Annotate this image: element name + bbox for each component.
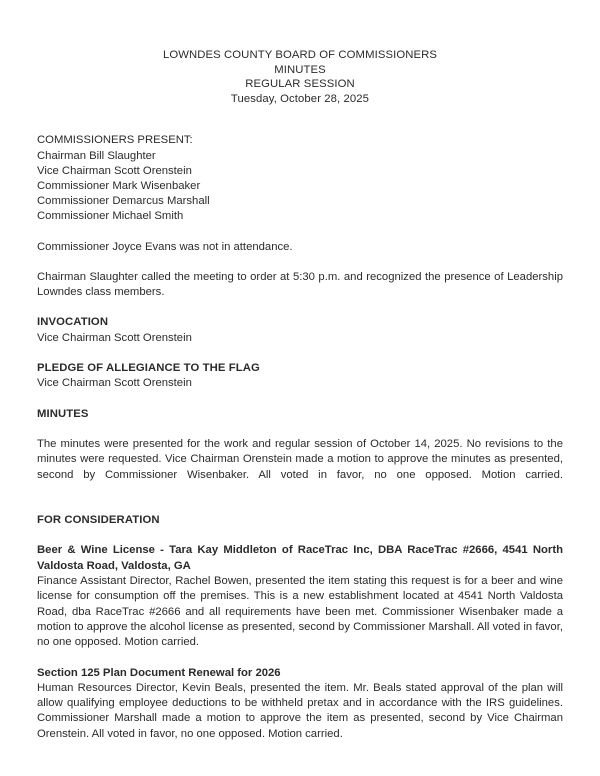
spacer: [37, 422, 563, 437]
meeting-date: Tuesday, October 28, 2025: [230, 92, 370, 105]
spacer: [37, 651, 563, 666]
agenda-item-title: Beer & Wine License - Tara Kay Middleton of RaceTrac Inc, DBA RaceTrac #2666, 4541 North Valdosta Road, Valdosta, GA: [37, 544, 563, 572]
invocation-heading: INVOCATION: [37, 316, 109, 329]
commissioner-name: Chairman Bill Slaughter: [37, 149, 156, 162]
call-to-order-paragraph: Chairman Slaughter called the meeting to order at 5:30 p.m. and recognized the presence of Leadership Lowndes class members.: [37, 270, 563, 299]
spacer: [37, 528, 563, 543]
document-title-line-3: REGULAR SESSION: [245, 78, 355, 91]
commissioners-present-label: COMMISSIONERS PRESENT:: [37, 134, 193, 147]
minutes-heading: MINUTES: [37, 407, 89, 420]
document-header: [37, 48, 563, 106]
invocation-presenter: Vice Chairman Scott Orenstein: [37, 331, 192, 344]
for-consideration-heading: FOR CONSIDERATION: [37, 514, 160, 527]
spacer: [37, 498, 563, 513]
spacer: [37, 392, 563, 407]
commissioner-name: Vice Chairman Scott Orenstein: [37, 164, 192, 177]
spacer: [37, 106, 563, 133]
commissioner-name: Commissioner Mark Wisenbaker: [37, 179, 201, 192]
agenda-item-body: Human Resources Director, Kevin Beals, presented the item. Mr. Beals stated approval of the plan will allow qualifying employee deductions to be withheld pretax and in accordance with the IRS guidelines. Commissioner Marshall made a motion to approve the item as presented, second by Vice Chairman Orenstein. All voted in favor, no one opposed. Motion carried.: [37, 681, 563, 740]
agenda-item-title: Section 125 Plan Document Renewal for 2026: [37, 666, 281, 679]
commissioners-present-block: [37, 133, 563, 224]
spacer: [37, 255, 563, 270]
minutes-paragraph: The minutes were presented for the work and regular session of October 14, 2025. No revisions to the minutes were requested. Vice Chairman Orenstein made a motion to approve the minutes as presented, second by Commissioner Wisenbaker. All voted in favor, no one opposed. Motion carried.: [37, 437, 563, 481]
agenda-item-body: Finance Assistant Director, Rachel Bowen, presented the item stating this request is for a beer and wine license for consumption off the premises. This is a new establishment located at 4541 North Valdosta Road, dba RaceTrac #2666 and all requirements have been met. Commissioner Wisenbaker made a motion to approve the alcohol license as presented, second by Commissioner Marshall. All voted in favor, no one opposed. Motion carried.: [37, 575, 563, 649]
spacer: [37, 225, 563, 240]
document-title-line-1: LOWNDES COUNTY BOARD OF COMMISSIONERS: [162, 49, 437, 61]
document-title-line-2: MINUTES: [274, 63, 326, 76]
pledge-presenter: Vice Chairman Scott Orenstein: [37, 377, 192, 390]
spacer: [37, 346, 563, 361]
absent-note: Commissioner Joyce Evans was not in attendance.: [37, 240, 293, 253]
spacer: [37, 300, 563, 315]
pledge-heading: PLEDGE OF ALLEGIANCE TO THE FLAG: [37, 362, 260, 375]
commissioner-name: Commissioner Demarcus Marshall: [37, 195, 210, 208]
commissioner-name: Commissioner Michael Smith: [37, 210, 184, 223]
